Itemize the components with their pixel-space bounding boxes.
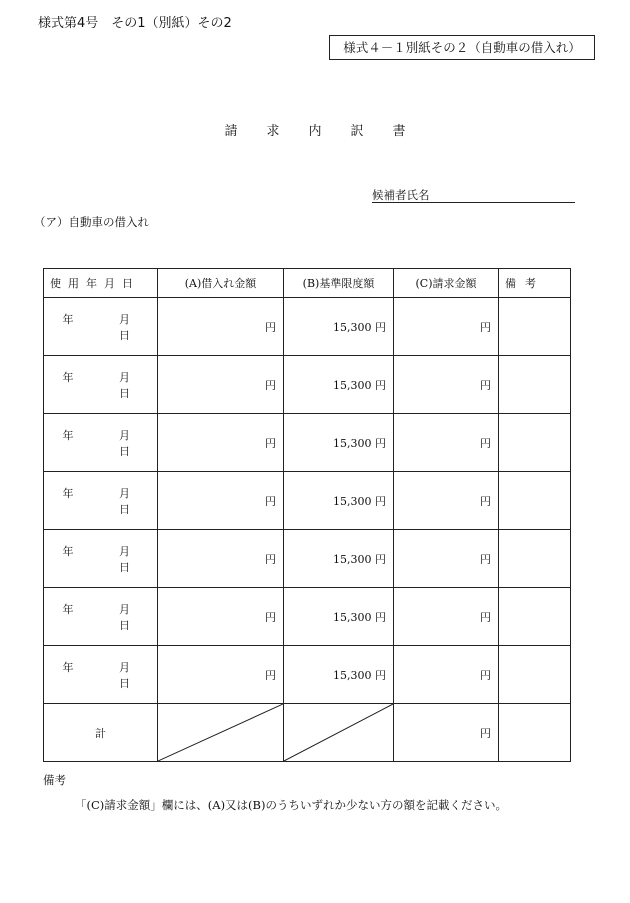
claim-amount-cell[interactable]: 円 (394, 646, 499, 704)
date-cell[interactable]: 年 月 日 (44, 414, 158, 472)
form-number: 様式第4号 その1（別紙）その2 (38, 16, 232, 31)
date-cell[interactable]: 年 月 日 (44, 530, 158, 588)
remarks-cell[interactable] (499, 472, 571, 530)
date-cell[interactable]: 年 月 日 (44, 588, 158, 646)
diagonal-strike (158, 704, 283, 761)
total-limit-struck-cell (284, 704, 394, 762)
remarks-cell[interactable] (499, 356, 571, 414)
header-date: 使用年月日 (44, 269, 158, 298)
borrowed-amount-cell[interactable]: 円 (158, 414, 284, 472)
header-borrowed-amount: (A)借入れ金額 (158, 269, 284, 298)
date-cell[interactable]: 年 月 日 (44, 472, 158, 530)
candidate-name-field[interactable] (372, 187, 575, 203)
table-row (44, 472, 571, 530)
standard-limit-cell: 15,300 円 (284, 298, 394, 356)
candidate-name-label: 候補者氏名 (372, 188, 430, 202)
header-standard-limit: (B)基準限度額 (284, 269, 394, 298)
header-remarks: 備考 (499, 269, 571, 298)
remarks-label: 備考 (43, 773, 66, 787)
date-cell[interactable]: 年 月 日 (44, 298, 158, 356)
date-cell[interactable]: 年 月 日 (44, 356, 158, 414)
table-row (44, 530, 571, 588)
table-row (44, 588, 571, 646)
borrowed-amount-cell[interactable]: 円 (158, 588, 284, 646)
claim-amount-cell[interactable]: 円 (394, 588, 499, 646)
diagonal-strike (284, 704, 393, 761)
claim-amount-cell[interactable]: 円 (394, 472, 499, 530)
standard-limit-cell: 15,300 円 (284, 414, 394, 472)
standard-limit-cell: 15,300 円 (284, 530, 394, 588)
table-row (44, 356, 571, 414)
total-borrowed-struck-cell (158, 704, 284, 762)
standard-limit-cell: 15,300 円 (284, 472, 394, 530)
remarks-cell[interactable] (499, 646, 571, 704)
total-remarks-cell[interactable] (499, 704, 571, 762)
total-row (44, 704, 571, 762)
table-row (44, 414, 571, 472)
remarks-cell[interactable] (499, 530, 571, 588)
claim-amount-cell[interactable]: 円 (394, 530, 499, 588)
claim-amount-cell[interactable]: 円 (394, 356, 499, 414)
standard-limit-cell: 15,300 円 (284, 588, 394, 646)
table-header-row (44, 269, 571, 298)
date-cell[interactable]: 年 月 日 (44, 646, 158, 704)
table-row (44, 646, 571, 704)
claim-breakdown-table (43, 268, 571, 762)
table-row (44, 298, 571, 356)
section-label: （ア）自動車の借入れ (34, 215, 149, 229)
standard-limit-cell: 15,300 円 (284, 646, 394, 704)
remarks-note: 「(C)請求金額」欄には、(A)又は(B)のうちいずれか少ない方の額を記載ください。 (75, 798, 507, 812)
page-title: 請求内訳書 (224, 124, 435, 139)
claim-amount-cell[interactable]: 円 (394, 298, 499, 356)
remarks-cell[interactable] (499, 298, 571, 356)
borrowed-amount-cell[interactable]: 円 (158, 298, 284, 356)
header-claim-amount: (C)請求金額 (394, 269, 499, 298)
borrowed-amount-cell[interactable]: 円 (158, 472, 284, 530)
borrowed-amount-cell[interactable]: 円 (158, 646, 284, 704)
standard-limit-cell: 15,300 円 (284, 356, 394, 414)
borrowed-amount-cell[interactable]: 円 (158, 356, 284, 414)
total-label: 計 (44, 704, 158, 762)
borrowed-amount-cell[interactable]: 円 (158, 530, 284, 588)
claim-amount-cell[interactable]: 円 (394, 414, 499, 472)
remarks-cell[interactable] (499, 414, 571, 472)
total-claim-amount-cell[interactable]: 円 (394, 704, 499, 762)
form-type-box: 様式４－１別紙その２（自動車の借入れ） (329, 35, 595, 60)
remarks-cell[interactable] (499, 588, 571, 646)
